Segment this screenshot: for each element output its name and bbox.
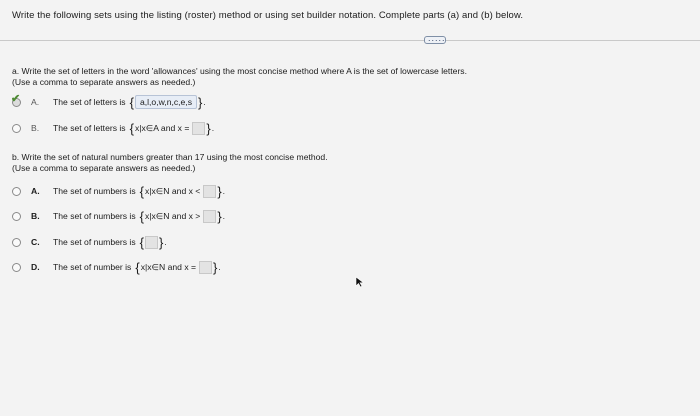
part-b-option-c[interactable] — [12, 234, 167, 250]
checkmark-icon: ✔ — [11, 93, 21, 105]
right-brace: } — [217, 183, 222, 199]
option-text: The set of letters is — [53, 97, 126, 107]
divider — [0, 40, 700, 41]
option-letter: B. — [31, 211, 40, 221]
option-text: The set of numbers is — [53, 186, 136, 196]
option-letter: B. — [31, 123, 40, 133]
period: . — [211, 123, 215, 133]
right-brace: } — [213, 259, 218, 275]
instruction-text: Write the following sets using the listing (roster) method or using set builder notation. Complete parts (a) and (b) below. — [12, 10, 524, 21]
part-a-option-a-radio[interactable] — [11, 93, 24, 108]
part-b-option-b-radio[interactable] — [12, 210, 24, 222]
set-builder-text: x|x∈N and x < — [144, 185, 201, 196]
part-b-question — [12, 152, 328, 174]
answer-input[interactable] — [199, 261, 212, 274]
part-b-option-a-radio[interactable] — [12, 185, 24, 197]
part-a-question — [12, 66, 467, 88]
set-builder-text: x|x∈A and x = — [134, 122, 190, 133]
part-b-question-line2: (Use a comma to separate answers as needed.) — [12, 163, 196, 173]
part-b-option-d-radio[interactable] — [12, 261, 24, 273]
option-text: The set of numbers is — [53, 211, 136, 221]
answer-input[interactable] — [203, 210, 216, 223]
part-a-option-a[interactable] — [12, 94, 206, 110]
answer-input[interactable] — [145, 236, 158, 249]
part-b-option-a[interactable] — [12, 183, 225, 199]
set-builder-text: x|x∈N and x > — [144, 210, 201, 221]
right-brace: } — [206, 120, 211, 136]
period: . — [222, 186, 226, 196]
left-brace: { — [129, 94, 134, 110]
part-a-question-line2: (Use a comma to separate answers as needed.) — [12, 77, 196, 87]
option-letter: C. — [31, 237, 40, 247]
left-brace: { — [139, 183, 144, 199]
more-button-label: ..... — [428, 33, 446, 43]
radio-circle — [12, 212, 21, 221]
option-letter: A. — [31, 97, 40, 107]
answer-input[interactable] — [192, 122, 205, 135]
part-b-option-d[interactable] — [12, 259, 221, 275]
period: . — [203, 97, 206, 107]
period: . — [164, 237, 167, 247]
answer-input[interactable] — [203, 185, 216, 198]
part-a-question-line1: a. Write the set of letters in the word 'allowances' using the most concise method where A is the set of lowercase letters. — [12, 66, 467, 76]
part-b-question-line1: b. Write the set of natural numbers greater than 17 using the most concise method. — [12, 152, 328, 162]
option-letter: A. — [31, 186, 40, 196]
option-text: The set of numbers is — [53, 237, 136, 247]
radio-circle — [12, 124, 21, 133]
answer-value[interactable]: a,l,o,w,n,c,e,s — [135, 95, 197, 109]
left-brace: { — [139, 234, 144, 250]
set-builder-text: x|x∈N and x = — [140, 261, 197, 272]
option-text: The set of number is — [53, 262, 132, 272]
radio-circle — [12, 263, 21, 272]
mouse-cursor-icon — [355, 276, 365, 288]
right-brace: } — [198, 94, 203, 110]
right-brace: } — [217, 208, 222, 224]
option-letter: D. — [31, 262, 40, 272]
left-brace: { — [135, 259, 140, 275]
left-brace: { — [139, 208, 144, 224]
period: . — [222, 211, 226, 221]
more-button[interactable] — [424, 33, 446, 44]
radio-circle — [12, 238, 21, 247]
option-text: The set of letters is — [53, 123, 126, 133]
part-b-option-c-radio[interactable] — [12, 236, 24, 248]
right-brace: } — [158, 234, 164, 250]
part-b-option-b[interactable] — [12, 208, 225, 224]
part-a-option-b[interactable] — [12, 120, 214, 136]
left-brace: { — [129, 120, 134, 136]
radio-circle — [12, 187, 21, 196]
part-a-option-b-radio[interactable] — [12, 122, 24, 134]
period: . — [218, 262, 221, 272]
